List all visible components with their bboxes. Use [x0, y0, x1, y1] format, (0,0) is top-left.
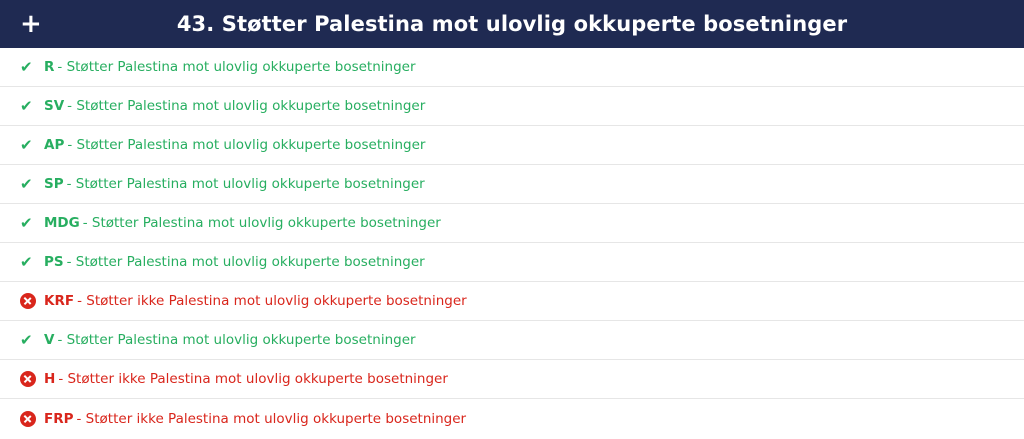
- list-item[interactable]: [0, 165, 1024, 204]
- list-item[interactable]: [0, 204, 1024, 243]
- cross-circle-icon: [20, 293, 38, 309]
- stance-text: - Støtter ikke Palestina mot ulovlig okkuperte bosetninger: [76, 410, 467, 427]
- list-item[interactable]: [0, 282, 1024, 321]
- list-item[interactable]: [0, 399, 1024, 438]
- party-abbreviation: SP: [44, 176, 64, 192]
- party-abbreviation: MDG: [44, 215, 80, 231]
- add-icon[interactable]: +: [20, 9, 42, 39]
- cross-circle-icon: [20, 411, 38, 427]
- stance-text: - Støtter Palestina mot ulovlig okkuperte bosetninger: [67, 98, 426, 114]
- list-item[interactable]: [0, 48, 1024, 87]
- party-abbreviation: R: [44, 59, 55, 75]
- page-title: 43. Støtter Palestina mot ulovlig okkuperte bosetninger: [176, 12, 848, 36]
- party-abbreviation: AP: [44, 137, 65, 153]
- check-icon: ✔: [20, 330, 33, 349]
- party-abbreviation: H: [44, 371, 56, 387]
- stance-text: - Støtter Palestina mot ulovlig okkuperte bosetninger: [82, 215, 441, 231]
- party-abbreviation: KRF: [44, 293, 75, 309]
- check-icon: ✔: [20, 57, 33, 76]
- list-item[interactable]: [0, 87, 1024, 126]
- list-item[interactable]: [0, 243, 1024, 282]
- stance-text: - Støtter ikke Palestina mot ulovlig okkuperte bosetninger: [58, 371, 448, 387]
- stance-text: - Støtter ikke Palestina mot ulovlig okkuperte bosetninger: [77, 293, 467, 309]
- stance-text: - Støtter Palestina mot ulovlig okkuperte bosetninger: [57, 332, 416, 348]
- party-abbreviation: V: [44, 332, 55, 348]
- party-stance-list: [0, 48, 1024, 438]
- panel-header: [0, 0, 1024, 48]
- stance-text: - Støtter Palestina mot ulovlig okkuperte bosetninger: [67, 137, 426, 153]
- list-item[interactable]: [0, 321, 1024, 360]
- check-icon: ✔: [20, 174, 33, 193]
- list-item[interactable]: [0, 126, 1024, 165]
- cross-circle-icon: [20, 371, 38, 387]
- list-item[interactable]: [0, 360, 1024, 399]
- party-abbreviation: FRP: [44, 410, 74, 427]
- check-icon: ✔: [20, 213, 33, 232]
- party-abbreviation: PS: [44, 254, 64, 270]
- stance-text: - Støtter Palestina mot ulovlig okkuperte bosetninger: [66, 254, 425, 270]
- stance-text: - Støtter Palestina mot ulovlig okkuperte bosetninger: [57, 59, 416, 75]
- check-icon: ✔: [20, 96, 33, 115]
- check-icon: ✔: [20, 252, 33, 271]
- stance-text: - Støtter Palestina mot ulovlig okkuperte bosetninger: [66, 176, 425, 192]
- check-icon: ✔: [20, 135, 33, 154]
- party-abbreviation: SV: [44, 98, 65, 114]
